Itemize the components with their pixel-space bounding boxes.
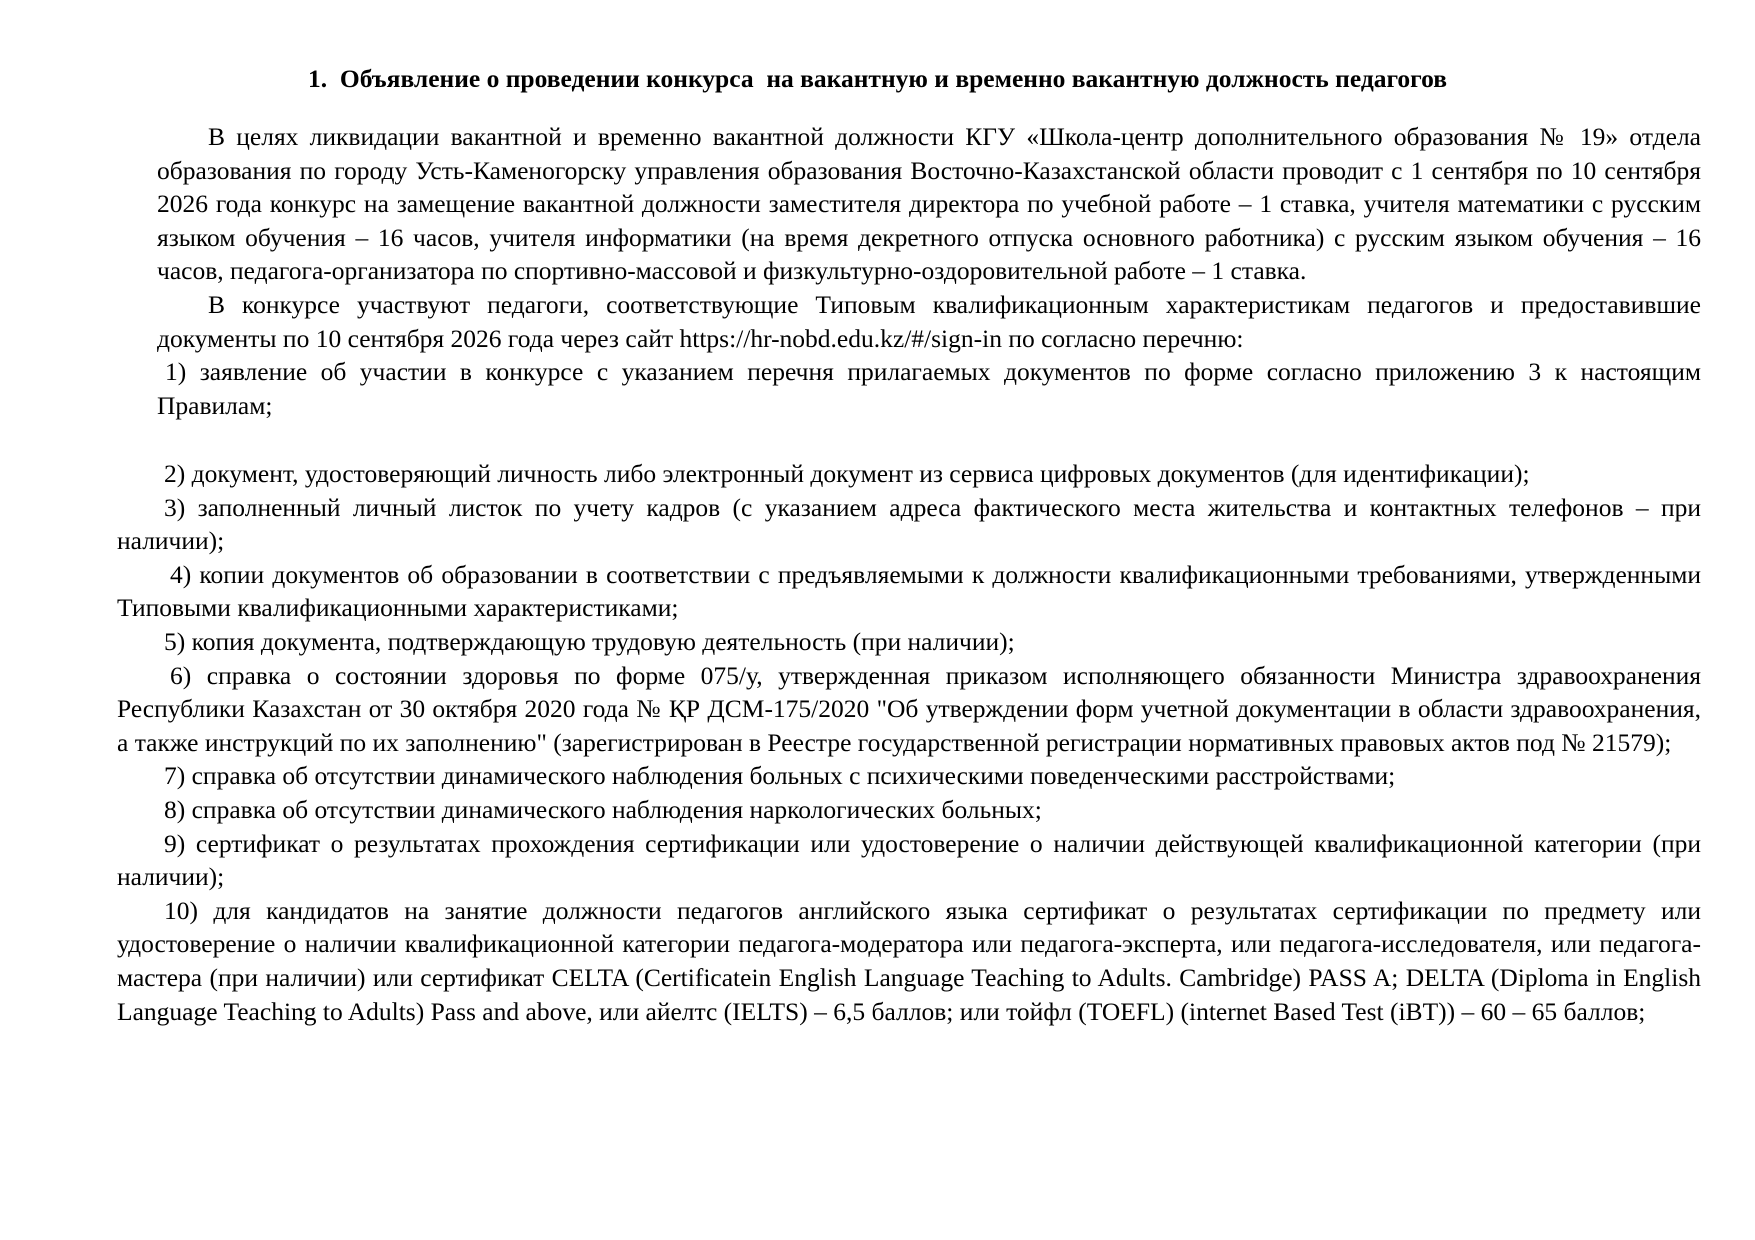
list-item: 4) копии документов об образовании в соответствии с предъявляемыми к должности квалификационными требованиями, утвержденными Типовыми квалификационными характеристиками; [117,559,1701,623]
intro-paragraph: В конкурсе участвуют педагоги, соответствующие Типовым квалификационным характеристикам педагогов и предоставившие документы по 10 сентября 2026 года через сайт https://hr-nobd.edu.kz/#/sign-in по согласно перечню: [157,289,1701,353]
list-item: 5) копия документа, подтверждающую трудовую деятельность (при наличии); [164,626,1015,656]
document-title: 1. Объявление о проведении конкурса на вакантную и временно вакантную должность педагогов [307,64,1447,93]
list-item: 6) справка о состоянии здоровья по форме 075/у, утвержденная приказом исполняющего обязанности Министра здравоохранения Республики Казахстан от 30 октября 2020 года № ҚР ДСМ-175/2020 "Об утверждении форм учетной документации в области здравоохранения, а также инструкций по их заполнению" (зарегистрирован в Реестре государственной регистрации нормативных правовых актов под № 21579); [117,660,1701,757]
list-item: 8) справка об отсутствии динамического наблюдения наркологических больных; [164,794,1042,824]
intro-paragraph: В целях ликвидации вакантной и временно вакантной должности КГУ «Школа-центр дополнительного образования № 19» отдела образования по городу Усть-Каменогорску управления образования Восточно-Казахстанской области проводит с 1 сентября по 10 сентября 2026 года конкурс на замещение вакантной должности заместителя директора по учебной работе – 1 ставка, учителя математики с русским языком обучения – 16 часов, учителя информатики (на время декретного отпуска основного работника) с русским языком обучения – 16 часов, педагога-организатора по спортивно-массовой и физкультурно-оздоровительной работе – 1 ставка. [157,122,1701,286]
list-item: 10) для кандидатов на занятие должности педагогов английского языка сертификат о результатах сертификации по предмету или удостоверение о наличии квалификационной категории педагога-модератора или педагога-эксперта, или педагога-исследователя, или педагога-мастера (при наличии) или сертификат CELTA (Certificatein English Language Teaching to Adults. Cambridge) PASS A; DELTA (Diploma in English Language Teaching to Adults) Pass and above, или айелтс (IELTS) – 6,5 баллов; или тойфл (TOEFL) (internet Based Test (iBT)) – 60 – 65 баллов; [117,895,1701,1026]
list-item: 9) сертификат о результатах прохождения сертификации или удостоверение о наличии действующей квалификационной категории (при наличии); [117,828,1701,892]
intro-block [157,120,1701,422]
list-item: 3) заполненный личный листок по учету кадров (с указанием адреса фактического места жительства и контактных телефонов – при наличии); [117,492,1701,556]
list-item: 1) заявление об участии в конкурсе с указанием перечня прилагаемых документов по форме согласно приложению 3 к настоящим Правилам; [157,357,1701,420]
items-block [117,457,1701,1028]
list-item: 7) справка об отсутствии динамического наблюдения больных с психическими поведенческими расстройствами; [164,761,1396,791]
list-item: 2) документ, удостоверяющий личность либо электронный документ из сервиса цифровых документов (для идентификации); [164,459,1530,488]
